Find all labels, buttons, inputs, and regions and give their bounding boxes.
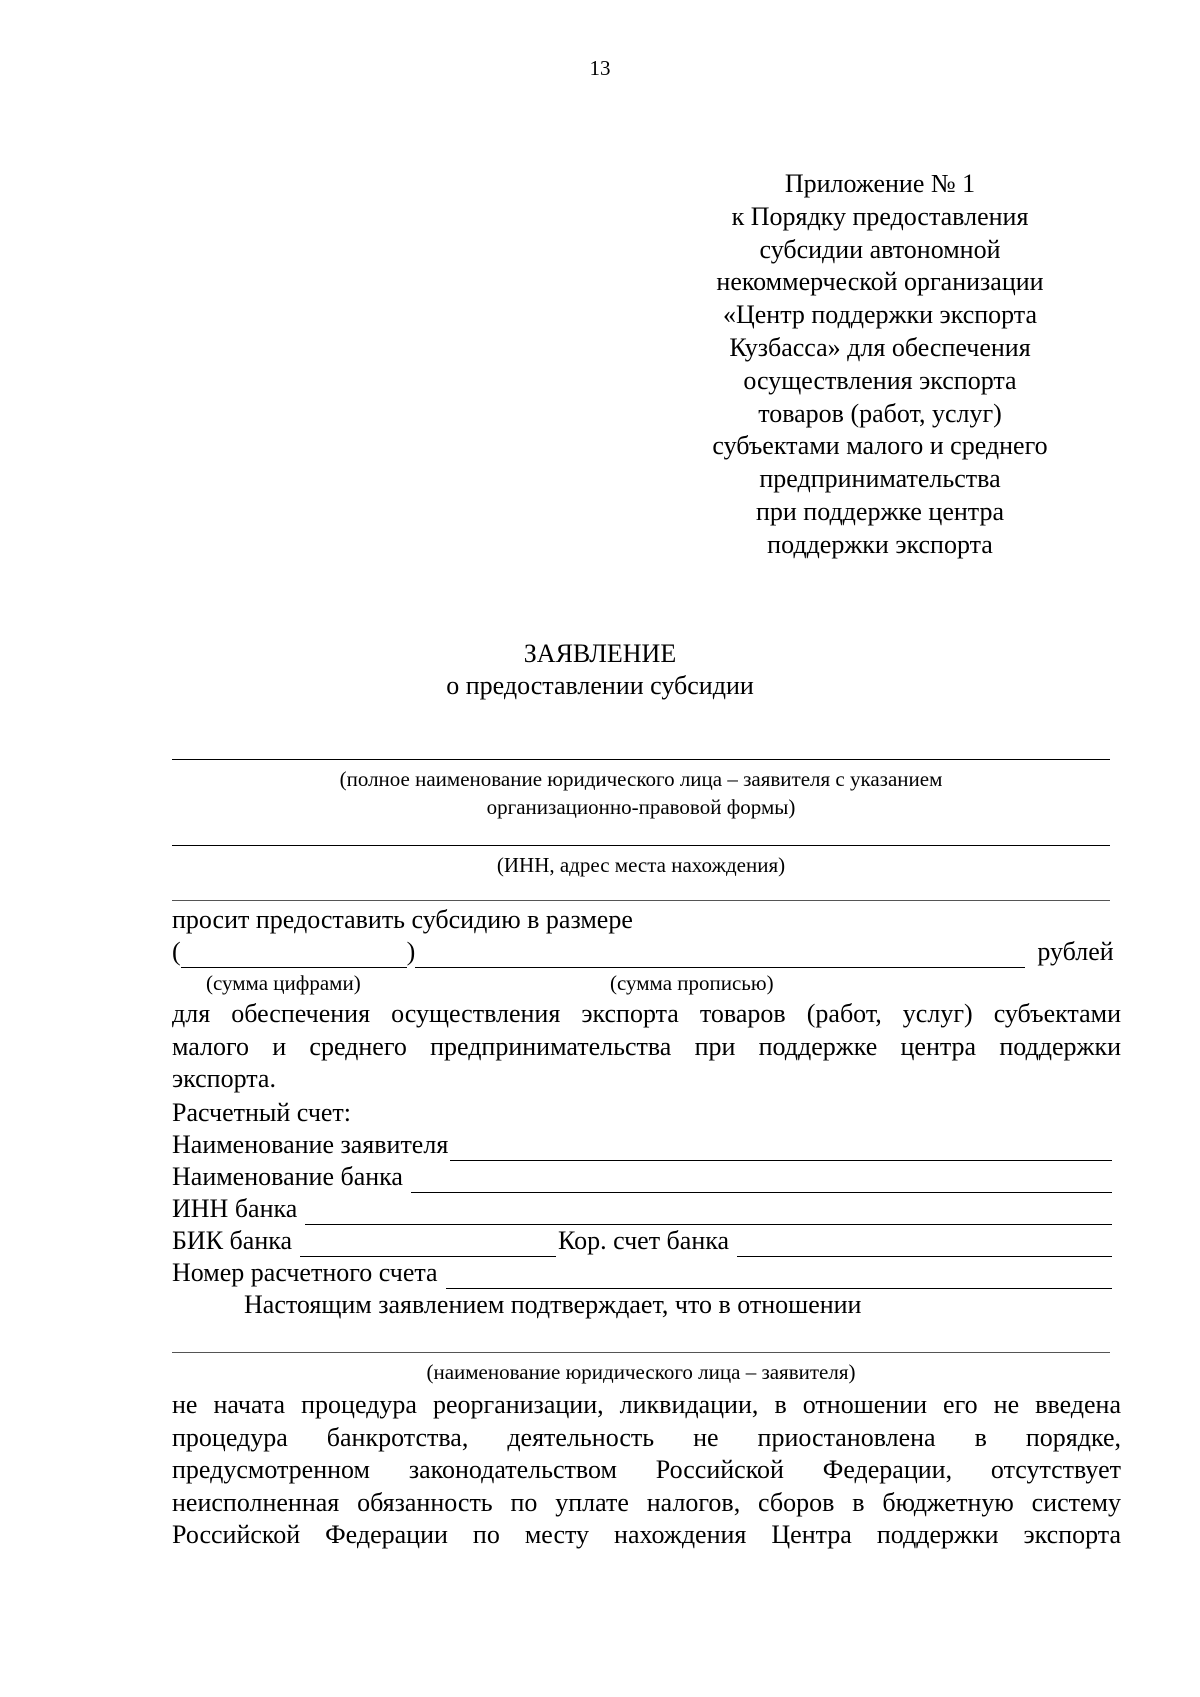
bank-name-label: Наименование банка <box>172 1162 403 1191</box>
full-name-caption-line2: организационно-правовой формы) <box>486 795 796 819</box>
sum-digits-field[interactable] <box>181 943 407 968</box>
appendix-line: Приложение № 1 <box>784 169 976 198</box>
appendix-line: «Центр поддержки экспорта <box>722 300 1038 330</box>
full-name-caption-line1: (полное наименование юридического лица – заявителя с указанием <box>339 767 943 791</box>
closing-line: неисполненная обязанность по уплате налогов, сборов в бюджетную систему <box>172 1487 1121 1517</box>
appendix-line: некоммерческой организации <box>716 267 1044 297</box>
request-line: просит предоставить субсидию в размере <box>172 905 633 934</box>
appendix-line: к Порядку предоставления <box>731 201 1029 231</box>
amount-row <box>172 936 1120 968</box>
applicant-name-label: Наименование заявителя <box>172 1130 449 1159</box>
appendix-line: поддержки экспорта <box>767 529 993 559</box>
document-subtitle: о предоставлении субсидии <box>446 671 754 700</box>
purpose-line: малого и среднего предпринимательства при поддержке центра поддержки <box>172 1031 1121 1061</box>
sum-digits-caption: (сумма цифрами) <box>206 971 361 995</box>
bik-label: БИК банка <box>172 1226 293 1255</box>
bank-inn-row <box>172 1193 1112 1225</box>
currency-label: рублей <box>1037 937 1114 966</box>
account-number-row <box>172 1257 1112 1289</box>
closing-line: процедура банкротства, деятельность не приостановлена в порядке, <box>172 1422 1121 1452</box>
account-number-field[interactable] <box>446 1264 1112 1289</box>
inn-address-caption: (ИНН, адрес места нахождения) <box>496 853 786 877</box>
purpose-line: экспорта. <box>172 1064 276 1094</box>
bank-inn-label: ИНН банка <box>172 1194 298 1223</box>
bank-name-row <box>172 1161 1112 1193</box>
closing-line: Российской Федерации по месту нахождения Центра поддержки экспорта <box>172 1520 1121 1550</box>
bank-name-field[interactable] <box>411 1168 1112 1193</box>
applicant-entity-field-line[interactable] <box>172 1352 1110 1353</box>
corr-account-label: Кор. счет банка <box>558 1226 730 1255</box>
applicant-name-row <box>172 1129 1112 1161</box>
purpose-line: для обеспечения осуществления экспорта товаров (работ, услуг) субъектами <box>172 999 1121 1028</box>
applicant-name-field[interactable] <box>450 1136 1112 1161</box>
applicant-entity-caption: (наименование юридического лица – заявителя) <box>426 1360 856 1384</box>
account-heading: Расчетный счет: <box>172 1098 352 1127</box>
closing-line: не начата процедура реорганизации, ликвидации, в отношении его не введена <box>172 1390 1121 1419</box>
sum-words-field[interactable] <box>415 943 1025 968</box>
appendix-line: при поддержке центра <box>755 496 1005 526</box>
account-number-label: Номер расчетного счета <box>172 1258 438 1287</box>
appendix-line: субсидии автономной <box>759 234 1001 264</box>
appendix-line: Кузбасса» для обеспечения <box>729 332 1031 362</box>
bik-field[interactable] <box>300 1232 556 1257</box>
sum-words-caption: (сумма прописью) <box>610 971 774 995</box>
appendix-line: товаров (работ, услуг) <box>758 398 1002 428</box>
confirmation-line: Настоящим заявлением подтверждает, что в отношении <box>244 1290 862 1319</box>
appendix-header <box>700 168 1060 562</box>
inn-address-field-line[interactable] <box>172 845 1110 846</box>
purpose-paragraph <box>172 998 1121 1096</box>
bank-inn-field[interactable] <box>305 1200 1112 1225</box>
closing-paragraph <box>172 1389 1121 1552</box>
full-name-field-line[interactable] <box>172 759 1110 760</box>
appendix-line: осуществления экспорта <box>743 365 1017 395</box>
bik-row <box>172 1225 1112 1257</box>
appendix-line: субъектами малого и среднего <box>712 431 1048 461</box>
close-paren: ) <box>406 937 416 966</box>
document-title: ЗАЯВЛЕНИЕ <box>523 639 677 668</box>
closing-line: предусмотренном законодательством Российской Федерации, отсутствует <box>172 1455 1121 1485</box>
appendix-line: предпринимательства <box>759 464 1001 494</box>
corr-account-field[interactable] <box>737 1232 1112 1257</box>
separator-line <box>172 900 1110 901</box>
open-paren: ( <box>172 937 181 966</box>
page-number: 13 <box>589 56 611 80</box>
